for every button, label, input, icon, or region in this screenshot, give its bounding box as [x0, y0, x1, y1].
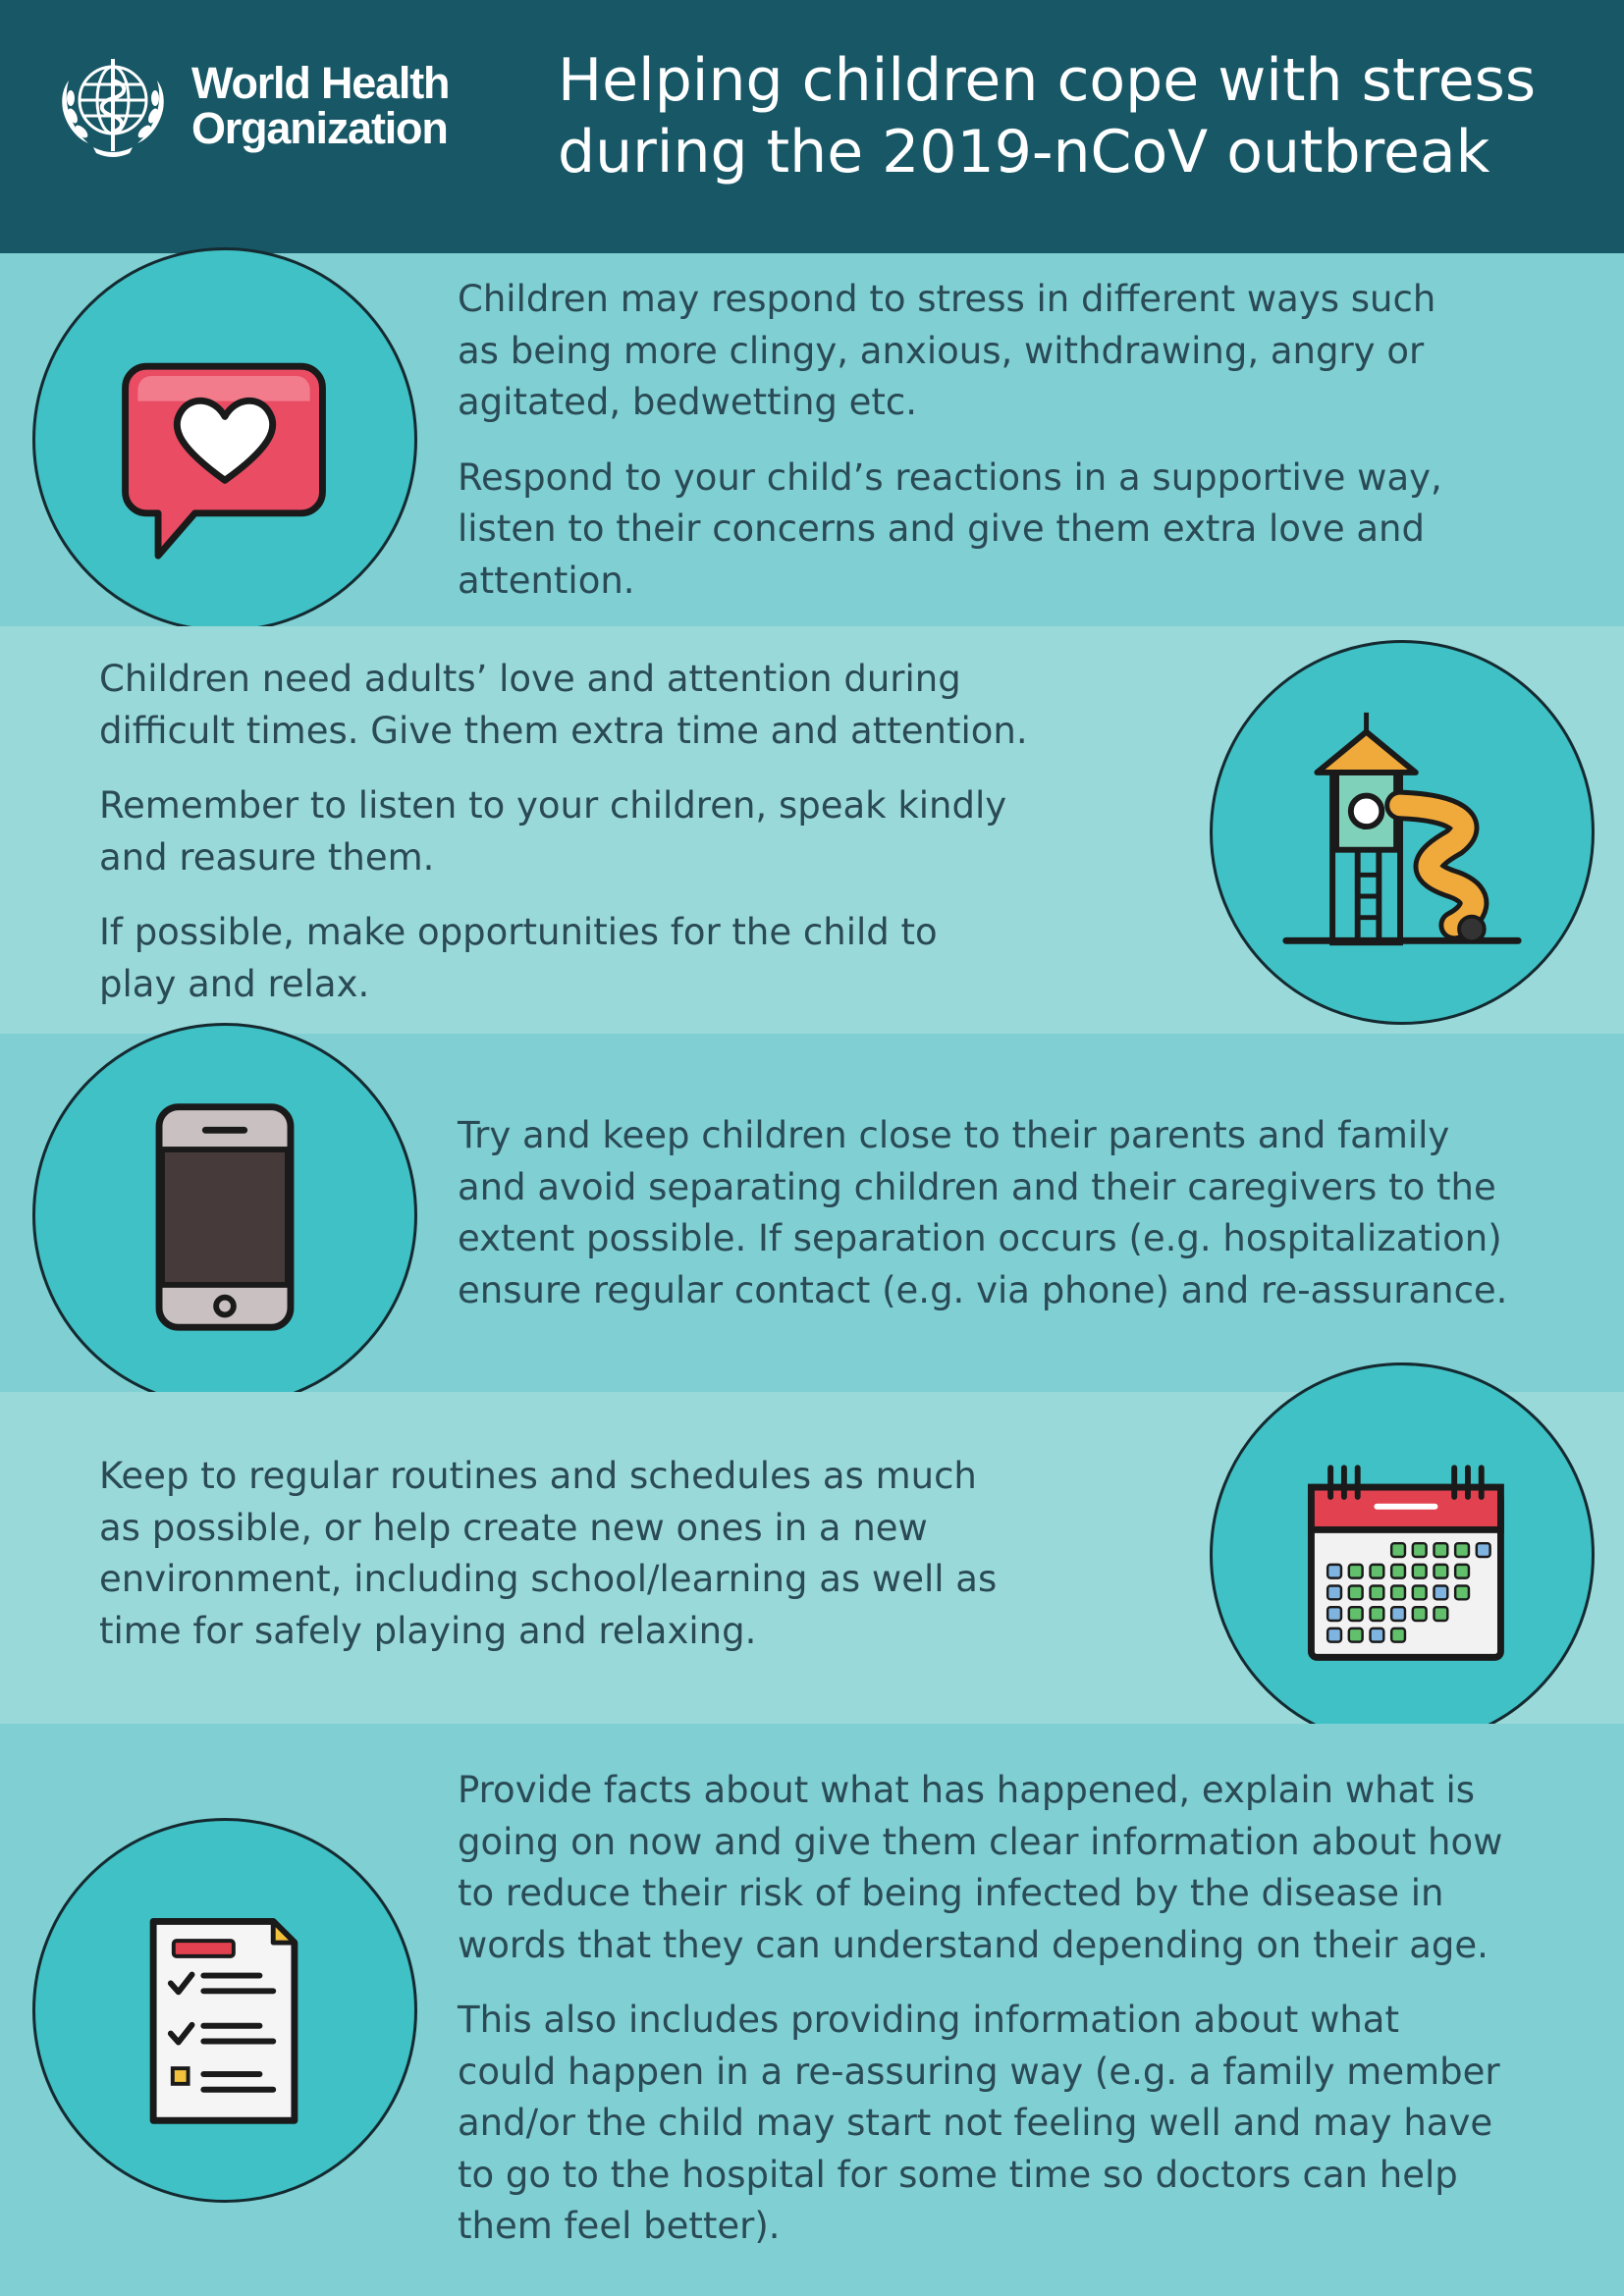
title-line2: during the 2019-nCoV outbreak [558, 118, 1490, 187]
text-line: time for safely playing and relaxing. [99, 1609, 757, 1652]
section-3-paragraph-1 [458, 1110, 1507, 1316]
text-line: Children need adults’ love and attention during [99, 658, 961, 700]
text-line: attention. [458, 559, 635, 602]
text-line: to go to the hospital for some time so doctors can help [458, 2153, 1458, 2196]
section-2-paragraph-3 [99, 907, 1028, 1010]
section-2-paragraph-2 [99, 780, 1028, 883]
text-line: words that they can understand depending on their age. [458, 1923, 1489, 1966]
text-line: extent possible. If separation occurs (e.g. hospitalization) [458, 1217, 1502, 1259]
text-line: and/or the child may start not feeling well and may have [458, 2102, 1493, 2144]
text-line: listen to their concerns and give them extra love and [458, 507, 1425, 550]
text-line: ensure regular contact (e.g. via phone) and re-assurance. [458, 1268, 1508, 1311]
section-5-text [458, 1765, 1502, 2253]
page-title [558, 45, 1598, 188]
text-line: Remember to listen to your children, speak kindly [99, 784, 1007, 827]
text-line: If possible, make opportunities for the child to [99, 911, 938, 953]
section-4-icon-circle [1210, 1362, 1595, 1747]
text-line: This also includes providing information about what [458, 1999, 1399, 2041]
section-3-icon-circle [32, 1023, 417, 1408]
text-line: Children may respond to stress in different ways such [458, 278, 1436, 320]
text-line: environment, including school/learning as well as [99, 1558, 998, 1600]
section-2-paragraph-1 [99, 654, 1028, 757]
text-line: as possible, or help create new ones in a new [99, 1506, 928, 1549]
who-logo [49, 41, 452, 169]
section-3-text [458, 1110, 1507, 1316]
text-line: could happen in a re-assuring way (e.g. a family member [458, 2050, 1500, 2093]
text-line: Try and keep children close to their parents and family [458, 1114, 1450, 1156]
playground-slide-icon [1213, 643, 1592, 1022]
section-1-text [458, 274, 1442, 607]
section-5-paragraph-2 [458, 1995, 1502, 2253]
section-5-icon-circle [32, 1818, 417, 2203]
who-emblem-icon [49, 41, 177, 169]
text-line: and avoid separating children and their caregivers to the [458, 1165, 1496, 1208]
title-line1: Helping children cope with stress [558, 46, 1537, 115]
section-1-paragraph-1 [458, 274, 1442, 429]
org-name-line1: World Health [191, 58, 450, 108]
text-line: them feel better). [458, 2205, 781, 2247]
heart-speech-bubble-icon [35, 250, 414, 629]
text-line: difficult times. Give them extra time and attention. [99, 709, 1028, 752]
text-line: going on now and give them clear information about how [458, 1820, 1503, 1863]
section-5-paragraph-1 [458, 1765, 1502, 1971]
section-1-paragraph-2 [458, 453, 1442, 608]
text-line: play and relax. [99, 962, 370, 1005]
checklist-document-icon [35, 1821, 414, 2200]
text-line: Provide facts about what has happened, explain what is [458, 1769, 1476, 1811]
text-line: Respond to your child’s reactions in a supportive way, [458, 455, 1442, 499]
calendar-icon [1213, 1365, 1592, 1744]
text-line: agitated, bedwetting etc. [458, 381, 918, 423]
org-name-line2: Organization [191, 103, 448, 153]
text-line: Keep to regular routines and schedules as much [99, 1455, 977, 1497]
section-4-paragraph-1 [99, 1451, 997, 1657]
header-banner [0, 0, 1624, 253]
section-2-icon-circle [1210, 640, 1595, 1025]
mobile-phone-icon [35, 1026, 414, 1405]
section-2-text [99, 654, 1028, 1010]
text-line: and reasure them. [99, 835, 435, 879]
text-line: to reduce their risk of being infected by the disease in [458, 1872, 1444, 1914]
text-line: as being more clingy, anxious, withdrawing, angry or [458, 329, 1425, 372]
section-4-text [99, 1451, 997, 1657]
who-wordmark [191, 58, 450, 153]
section-1-icon-circle [32, 247, 417, 632]
